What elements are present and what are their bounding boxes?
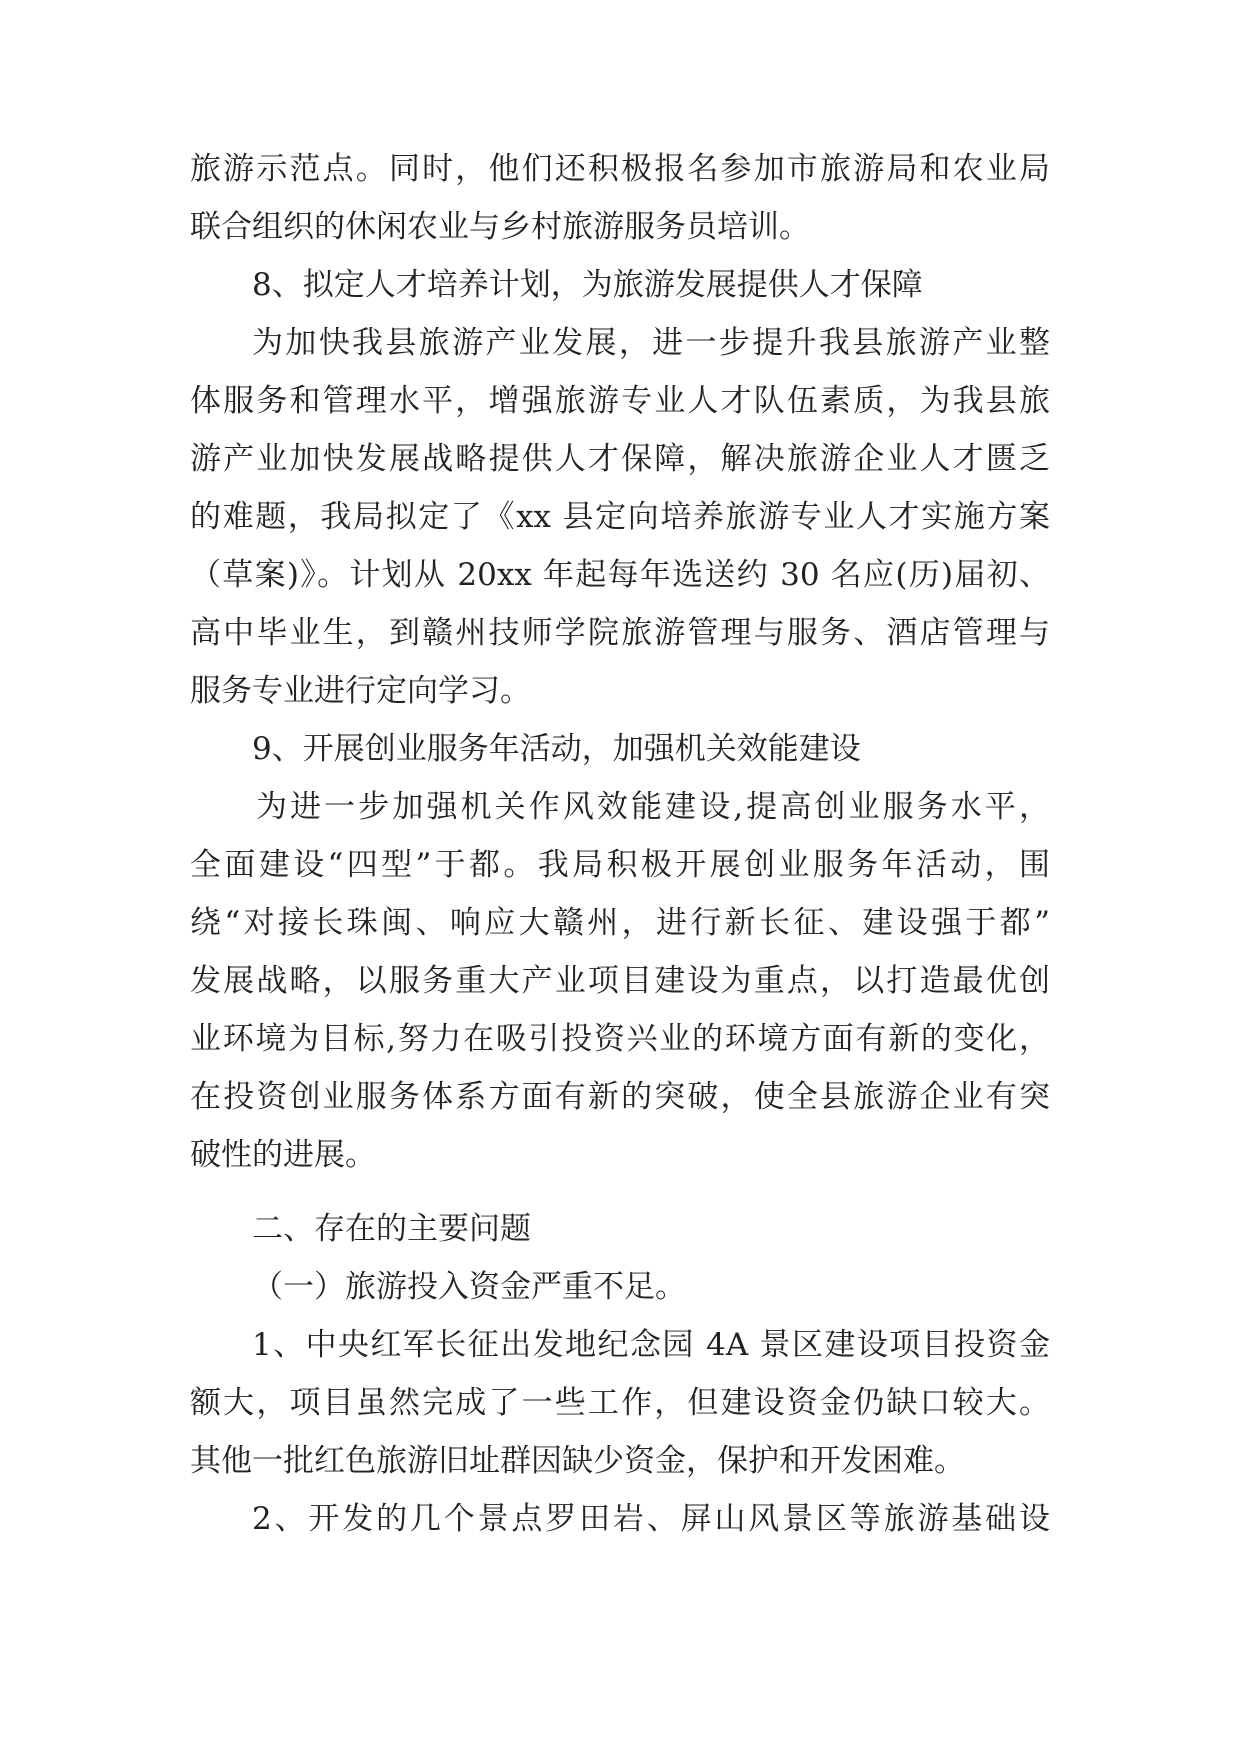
text-line-1: 旅游示范点。同时，他们还积极报名参加市旅游局和农业局 [190,151,1050,187]
text-line-12: 为进一步加强机关作风效能建设,提高创业服务水平， [256,789,1050,825]
text-line-13: 全面建设“四型”于都。我局积极开展创业服务年活动，围 [190,847,1050,883]
text-line-17: 在投资创业服务体系方面有新的突破，使全县旅游企业有突 [190,1079,1050,1115]
text-line-9: 高中毕业生，到赣州技师学院旅游管理与服务、酒店管理与 [190,615,1050,651]
subsection-heading-1: （一）旅游投入资金严重不足。 [252,1269,686,1305]
text-line-18: 破性的进展。 [190,1137,376,1173]
text-line-5: 体服务和管理水平，增强旅游专业人才队伍素质，为我县旅 [190,383,1050,419]
section-heading-9: 9、开展创业服务年活动，加强机关效能建设 [252,731,861,767]
text-line-7: 的难题，我局拟定了《xx 县定向培养旅游专业人才实施方案 [190,499,1050,535]
text-line-15: 发展战略，以服务重大产业项目建设为重点，以打造最优创 [190,963,1050,999]
text-line-10: 服务专业进行定向学习。 [190,673,531,709]
text-line-4: 为加快我县旅游产业发展，进一步提升我县旅游产业整 [252,325,1050,361]
text-line-22: 额大，项目虽然完成了一些工作，但建设资金仍缺口较大。 [190,1385,1050,1421]
text-line-24: 2、开发的几个景点罗田岩、屏山风景区等旅游基础设 [252,1501,1050,1537]
text-line-21: 1、中央红军长征出发地纪念园 4A 景区建设项目投资金 [252,1327,1050,1363]
section-heading-problems: 二、存在的主要问题 [252,1211,531,1247]
text-line-2: 联合组织的休闲农业与乡村旅游服务员培训。 [190,209,810,245]
text-line-23: 其他一批红色旅游旧址群因缺少资金，保护和开发困难。 [190,1443,965,1479]
text-line-6: 游产业加快发展战略提供人才保障，解决旅游企业人才匮乏 [190,441,1050,477]
text-line-8: （草案)》。计划从 20xx 年起每年选送约 30 名应(历)届初、 [190,557,1050,593]
text-line-14: 绕“对接长珠闽、响应大赣州，进行新长征、建设强于都” [190,905,1050,941]
text-line-16: 业环境为目标,努力在吸引投资兴业的环境方面有新的变化， [190,1021,1050,1057]
section-heading-8: 8、拟定人才培养计划，为旅游发展提供人才保障 [252,267,923,303]
